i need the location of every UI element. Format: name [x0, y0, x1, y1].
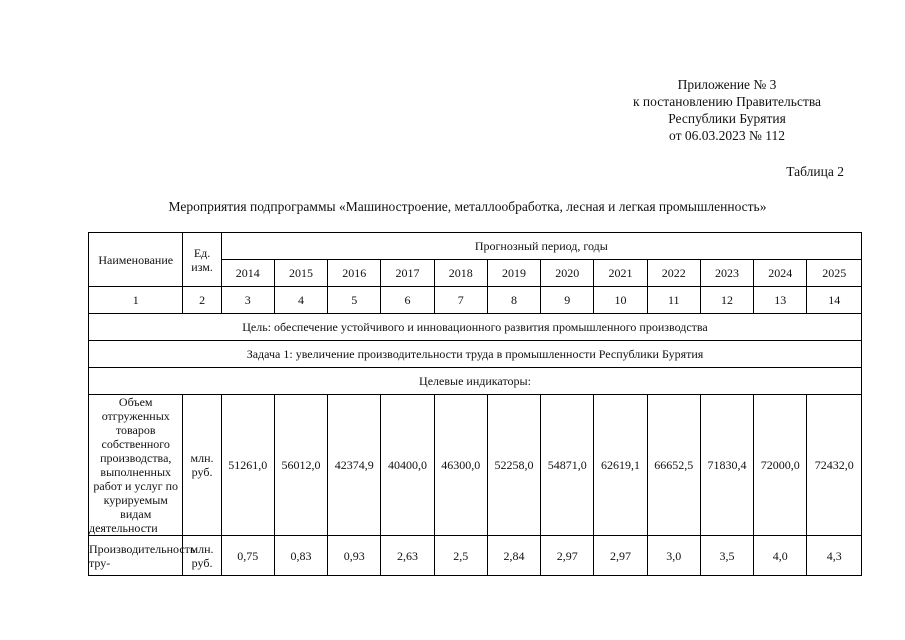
document-title: Мероприятия подпрограммы «Машиностроение, металлообработка, лесная и легкая промышленность»: [168, 199, 767, 214]
table-row: [89, 536, 862, 576]
value-cell: 2,97: [541, 536, 594, 576]
year-cell: 2016: [328, 260, 381, 287]
task-row: [89, 341, 862, 368]
year-cell: 2018: [434, 260, 487, 287]
indicators-label: Целевые индикаторы:: [89, 368, 862, 395]
table-label: Таблица 2: [786, 164, 844, 179]
column-numbers-row: [89, 287, 862, 314]
column-number: 7: [434, 287, 487, 314]
value-cell: 3,5: [700, 536, 753, 576]
header-period: Прогнозный период, годы: [221, 233, 861, 260]
column-number: 2: [183, 287, 221, 314]
value-cell: 4,0: [754, 536, 807, 576]
table-row: [89, 395, 862, 536]
value-cell: 62619,1: [594, 395, 647, 536]
value-cell: 72000,0: [754, 395, 807, 536]
year-cell: 2019: [487, 260, 540, 287]
year-cell: 2022: [647, 260, 700, 287]
indicator-unit: млн. руб.: [183, 536, 221, 576]
indicator-name: Объем отгруженных товаров собственного производства, выполненных работ и услуг по курируемым видам деятельности: [89, 395, 183, 536]
column-number: 9: [541, 287, 594, 314]
column-number: 1: [89, 287, 183, 314]
value-cell: 40400,0: [381, 395, 434, 536]
value-cell: 4,3: [807, 536, 862, 576]
value-cell: 2,63: [381, 536, 434, 576]
header-name: Наименование: [89, 233, 183, 287]
appendix-line-3: Республики Бурятия: [668, 111, 786, 126]
column-number: 13: [754, 287, 807, 314]
appendix-line-1: Приложение № 3: [677, 77, 777, 92]
column-number: 14: [807, 287, 862, 314]
year-cell: 2015: [274, 260, 327, 287]
value-cell: 3,0: [647, 536, 700, 576]
column-number: 6: [381, 287, 434, 314]
goal-row: [89, 314, 862, 341]
appendix-line-2: к постановлению Правительства: [632, 94, 822, 109]
task-text: Задача 1: увеличение производительности труда в промышленности Республики Бурятия: [89, 341, 862, 368]
goal-text: Цель: обеспечение устойчивого и инновационного развития промышленного производства: [89, 314, 862, 341]
indicator-unit: млн. руб.: [183, 395, 221, 536]
column-number: 11: [647, 287, 700, 314]
value-cell: 46300,0: [434, 395, 487, 536]
indicator-name: Производительность тру-: [89, 536, 183, 576]
year-cell: 2021: [594, 260, 647, 287]
column-number: 8: [487, 287, 540, 314]
year-cell: 2017: [381, 260, 434, 287]
value-cell: 72432,0: [807, 395, 862, 536]
column-number: 4: [274, 287, 327, 314]
appendix-line-4: от 06.03.2023 № 112: [669, 128, 785, 143]
indicators-table: [88, 232, 862, 576]
value-cell: 2,97: [594, 536, 647, 576]
year-cell: 2023: [700, 260, 753, 287]
year-cell: 2014: [221, 260, 274, 287]
column-number: 12: [700, 287, 753, 314]
value-cell: 66652,5: [647, 395, 700, 536]
value-cell: 54871,0: [541, 395, 594, 536]
column-number: 5: [328, 287, 381, 314]
value-cell: 2,84: [487, 536, 540, 576]
indicators-row: [89, 368, 862, 395]
value-cell: 56012,0: [274, 395, 327, 536]
table-header-row: [89, 233, 862, 260]
column-number: 10: [594, 287, 647, 314]
header-unit: Ед. изм.: [183, 233, 221, 287]
year-cell: 2024: [754, 260, 807, 287]
value-cell: 71830,4: [700, 395, 753, 536]
value-cell: 0,83: [274, 536, 327, 576]
value-cell: 0,75: [221, 536, 274, 576]
appendix-header: [560, 76, 894, 144]
value-cell: 51261,0: [221, 395, 274, 536]
value-cell: 0,93: [328, 536, 381, 576]
year-cell: 2020: [541, 260, 594, 287]
value-cell: 42374,9: [328, 395, 381, 536]
column-number: 3: [221, 287, 274, 314]
year-cell: 2025: [807, 260, 862, 287]
value-cell: 2,5: [434, 536, 487, 576]
value-cell: 52258,0: [487, 395, 540, 536]
